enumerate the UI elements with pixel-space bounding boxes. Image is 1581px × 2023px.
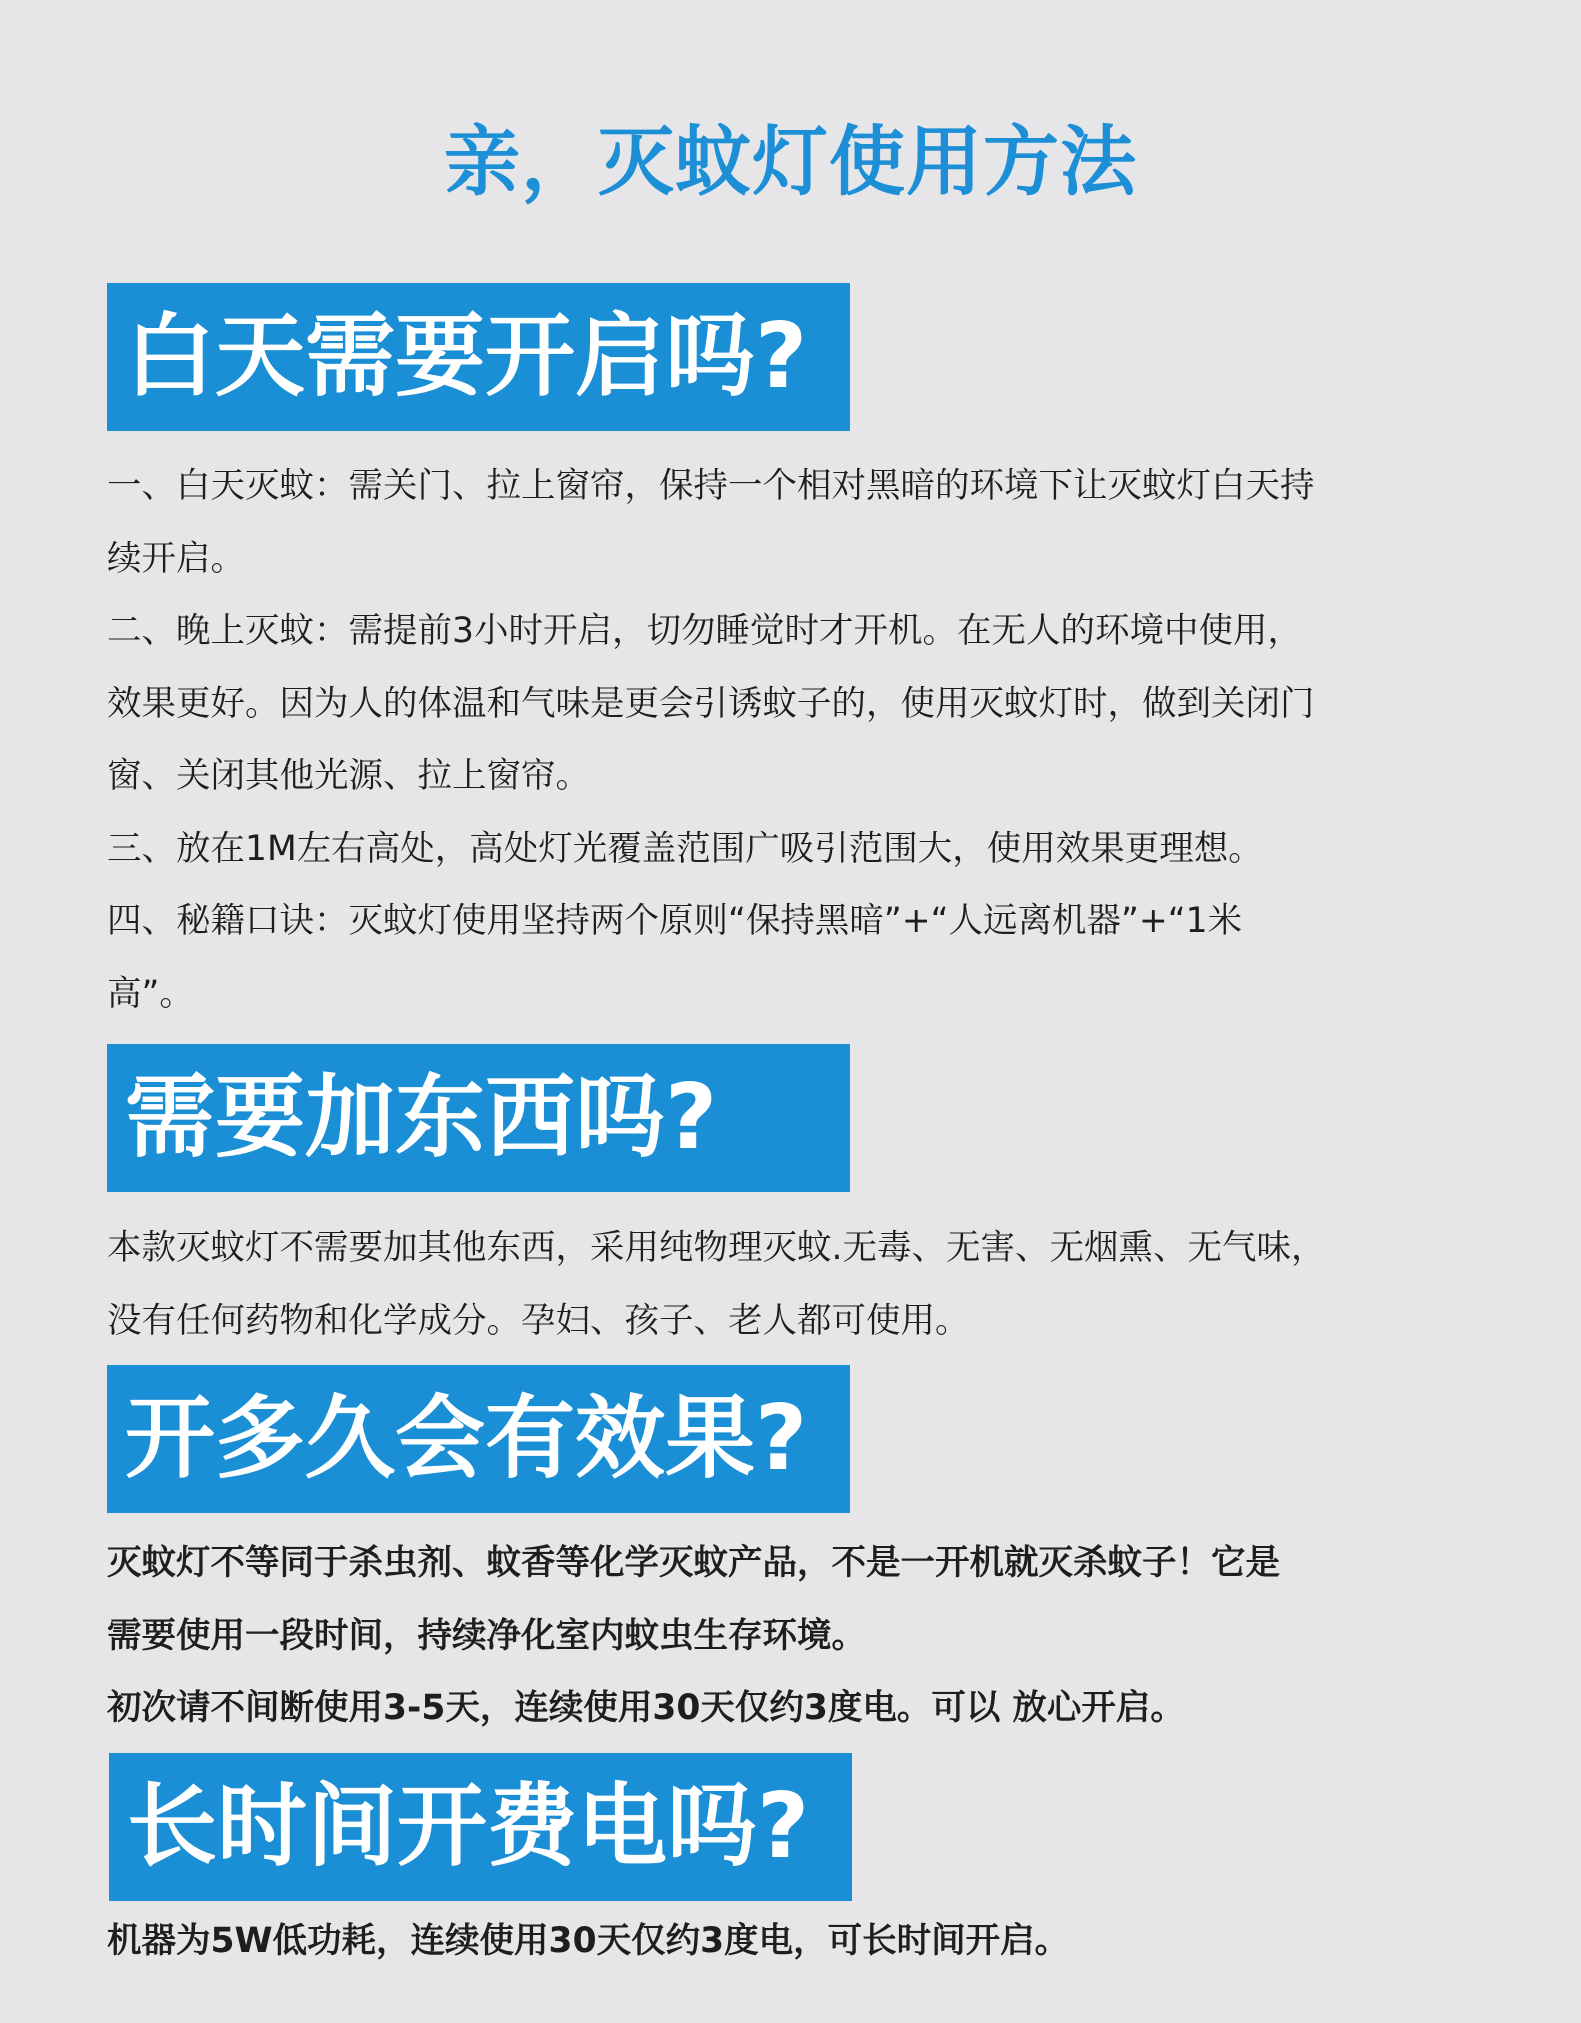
body-line: 高”。 [107,973,194,1014]
body-line: 三、放在1M左右高处，高处灯光覆盖范围广吸引范围大，使用效果更理想。 [107,828,1263,869]
body-line: 灭蚊灯不等同于杀虫剂、蚊香等化学灭蚊产品，不是一开机就灭杀蚊子！它是 [107,1543,1280,1583]
body-line: 一、白天灭蚊：需关门、拉上窗帘，保持一个相对黑暗的环境下让灭蚊灯白天持 [107,466,1315,506]
body-line: 二、晚上灭蚊：需提前3小时开启，切勿睡觉时才开机。在无人的环境中使用， [107,611,1302,651]
body-line: 续开启。 [107,538,245,579]
section-body-daytime [107,450,1487,1030]
section-body-power [107,1905,1487,1978]
body-line: 初次请不间断使用3-5天，连续使用30天仅约3度电。可以 放心开启。 [107,1688,1185,1728]
body-line: 没有任何药物和化学成分。孕妇、孩子、老人都可使用。 [107,1300,970,1341]
body-line: 窗、关闭其他光源、拉上窗帘。 [107,756,590,796]
body-line: 效果更好。因为人的体温和气味是更会引诱蚊子的，使用灭蚊灯时，做到关闭门 [107,683,1315,724]
body-line: 需要使用一段时间，持续净化室内蚊虫生存环境。 [107,1615,866,1656]
section-body-additives [107,1212,1487,1357]
body-line: 机器为5W低功耗，连续使用30天仅约3度电，可长时间开启。 [107,1921,1070,1961]
section-heading-daytime: 白天需要开启吗? [107,283,850,431]
page-title: 亲，灭蚊灯使用方法 [444,117,1137,206]
section-heading-additives: 需要加东西吗? [107,1044,850,1192]
body-line: 四、秘籍口诀：灭蚊灯使用坚持两个原则“保持黑暗”+“人远离机器”+“1米 [107,901,1243,941]
section-body-effect-time [107,1527,1487,1745]
section-heading-power: 长时间开费电吗? [109,1753,852,1901]
section-heading-effect-time: 开多久会有效果? [107,1365,850,1513]
body-line: 本款灭蚊灯不需要加其他东西，采用纯物理灭蚊.无毒、无害、无烟熏、无气味， [107,1228,1326,1268]
